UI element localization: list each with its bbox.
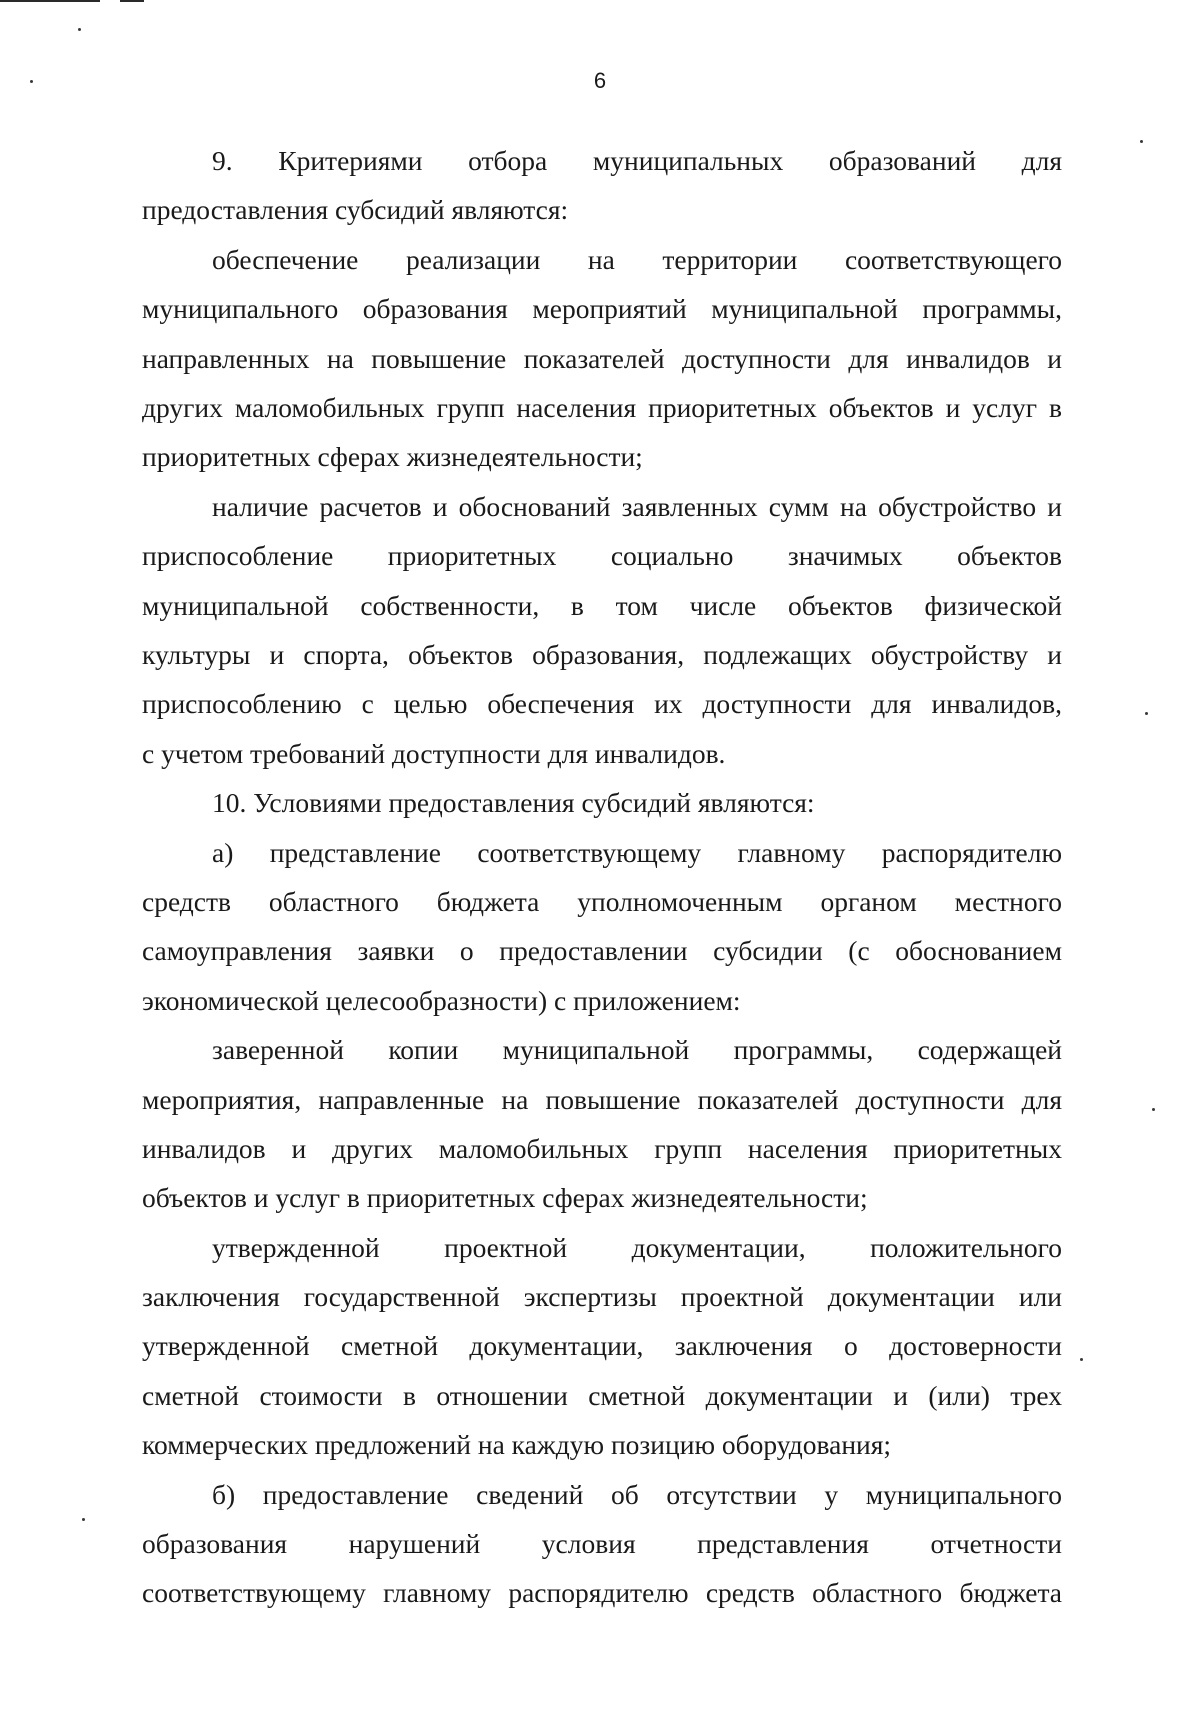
text-line: мероприятия, направленные на повышение показателей доступности для (142, 1083, 1062, 1115)
page-number: 6 (593, 68, 607, 93)
text-line: приспособлению с целью обеспечения их доступности для инвалидов, (142, 688, 1062, 720)
text-line: б) предоставление сведений об отсутствии у муниципального (212, 1478, 1062, 1510)
text-line: утвержденной сметной документации, заключения о достоверности (142, 1330, 1062, 1362)
scan-speck (1140, 140, 1143, 143)
scan-edge-mark (0, 0, 100, 2)
paragraph-conditions-intro (142, 778, 1062, 827)
text-line: а) представление соответствующему главному распорядителю (212, 836, 1062, 868)
paragraph-calculations (142, 482, 1062, 778)
scan-speck (1080, 1358, 1083, 1361)
text-line: приспособление приоритетных социально значимых объектов (142, 540, 1062, 572)
scan-speck (78, 28, 81, 31)
text-line: экономической целесообразности) с приложением: (142, 984, 741, 1016)
scan-speck (82, 1518, 85, 1521)
text-line: с учетом требований доступности для инвалидов. (142, 737, 726, 769)
paragraph-program-copy (142, 1025, 1062, 1223)
paragraph-implementation (142, 235, 1062, 482)
text-line: соответствующему главному распорядителю средств областного бюджета (142, 1577, 1062, 1609)
scan-speck (1152, 1108, 1155, 1111)
text-line: образования нарушений условия представления отчетности (142, 1528, 1062, 1560)
text-line: утвержденной проектной документации, положительного (212, 1231, 1062, 1263)
text-line: муниципальной собственности, в том числе объектов физической (142, 589, 1062, 621)
paragraph-condition-b (142, 1470, 1062, 1618)
text-line: культуры и спорта, объектов образования, подлежащих обустройству и (142, 638, 1062, 670)
text-line: обеспечение реализации на территории соответствующего (212, 243, 1062, 275)
text-line: коммерческих предложений на каждую позицию оборудования; (142, 1429, 892, 1461)
text-line: 10. Условиями предоставления субсидий являются: (212, 787, 815, 819)
scan-speck (1145, 712, 1148, 715)
text-line: предоставления субсидий являются: (142, 194, 569, 226)
text-line: других маломобильных групп населения приоритетных объектов и услуг в (142, 391, 1062, 423)
text-line: наличие расчетов и обоснований заявленных сумм на обустройство и (212, 490, 1062, 522)
text-line: направленных на повышение показателей доступности для инвалидов и (142, 342, 1062, 374)
text-line: приоритетных сферах жизнедеятельности; (142, 441, 643, 473)
paragraph-documentation (142, 1223, 1062, 1470)
text-line: заверенной копии муниципальной программы, содержащей (212, 1034, 1062, 1066)
text-line: заключения государственной экспертизы проектной документации или (142, 1281, 1062, 1313)
paragraph-criteria-intro (142, 136, 1062, 235)
text-line: инвалидов и других маломобильных групп населения приоритетных (142, 1132, 1062, 1164)
document-body (142, 136, 1062, 1618)
text-line: 9. Критериями отбора муниципальных образований для (212, 145, 1062, 176)
text-line: самоуправления заявки о предоставлении субсидии (с обоснованием (142, 935, 1062, 967)
text-line: объектов и услуг в приоритетных сферах жизнедеятельности; (142, 1182, 868, 1214)
paragraph-condition-a (142, 828, 1062, 1026)
text-line: сметной стоимости в отношении сметной документации и (или) трех (142, 1379, 1062, 1411)
text-line: муниципального образования мероприятий муниципальной программы, (142, 293, 1062, 325)
scan-edge-mark (120, 0, 144, 2)
text-line: средств областного бюджета уполномоченным органом местного (142, 885, 1062, 917)
